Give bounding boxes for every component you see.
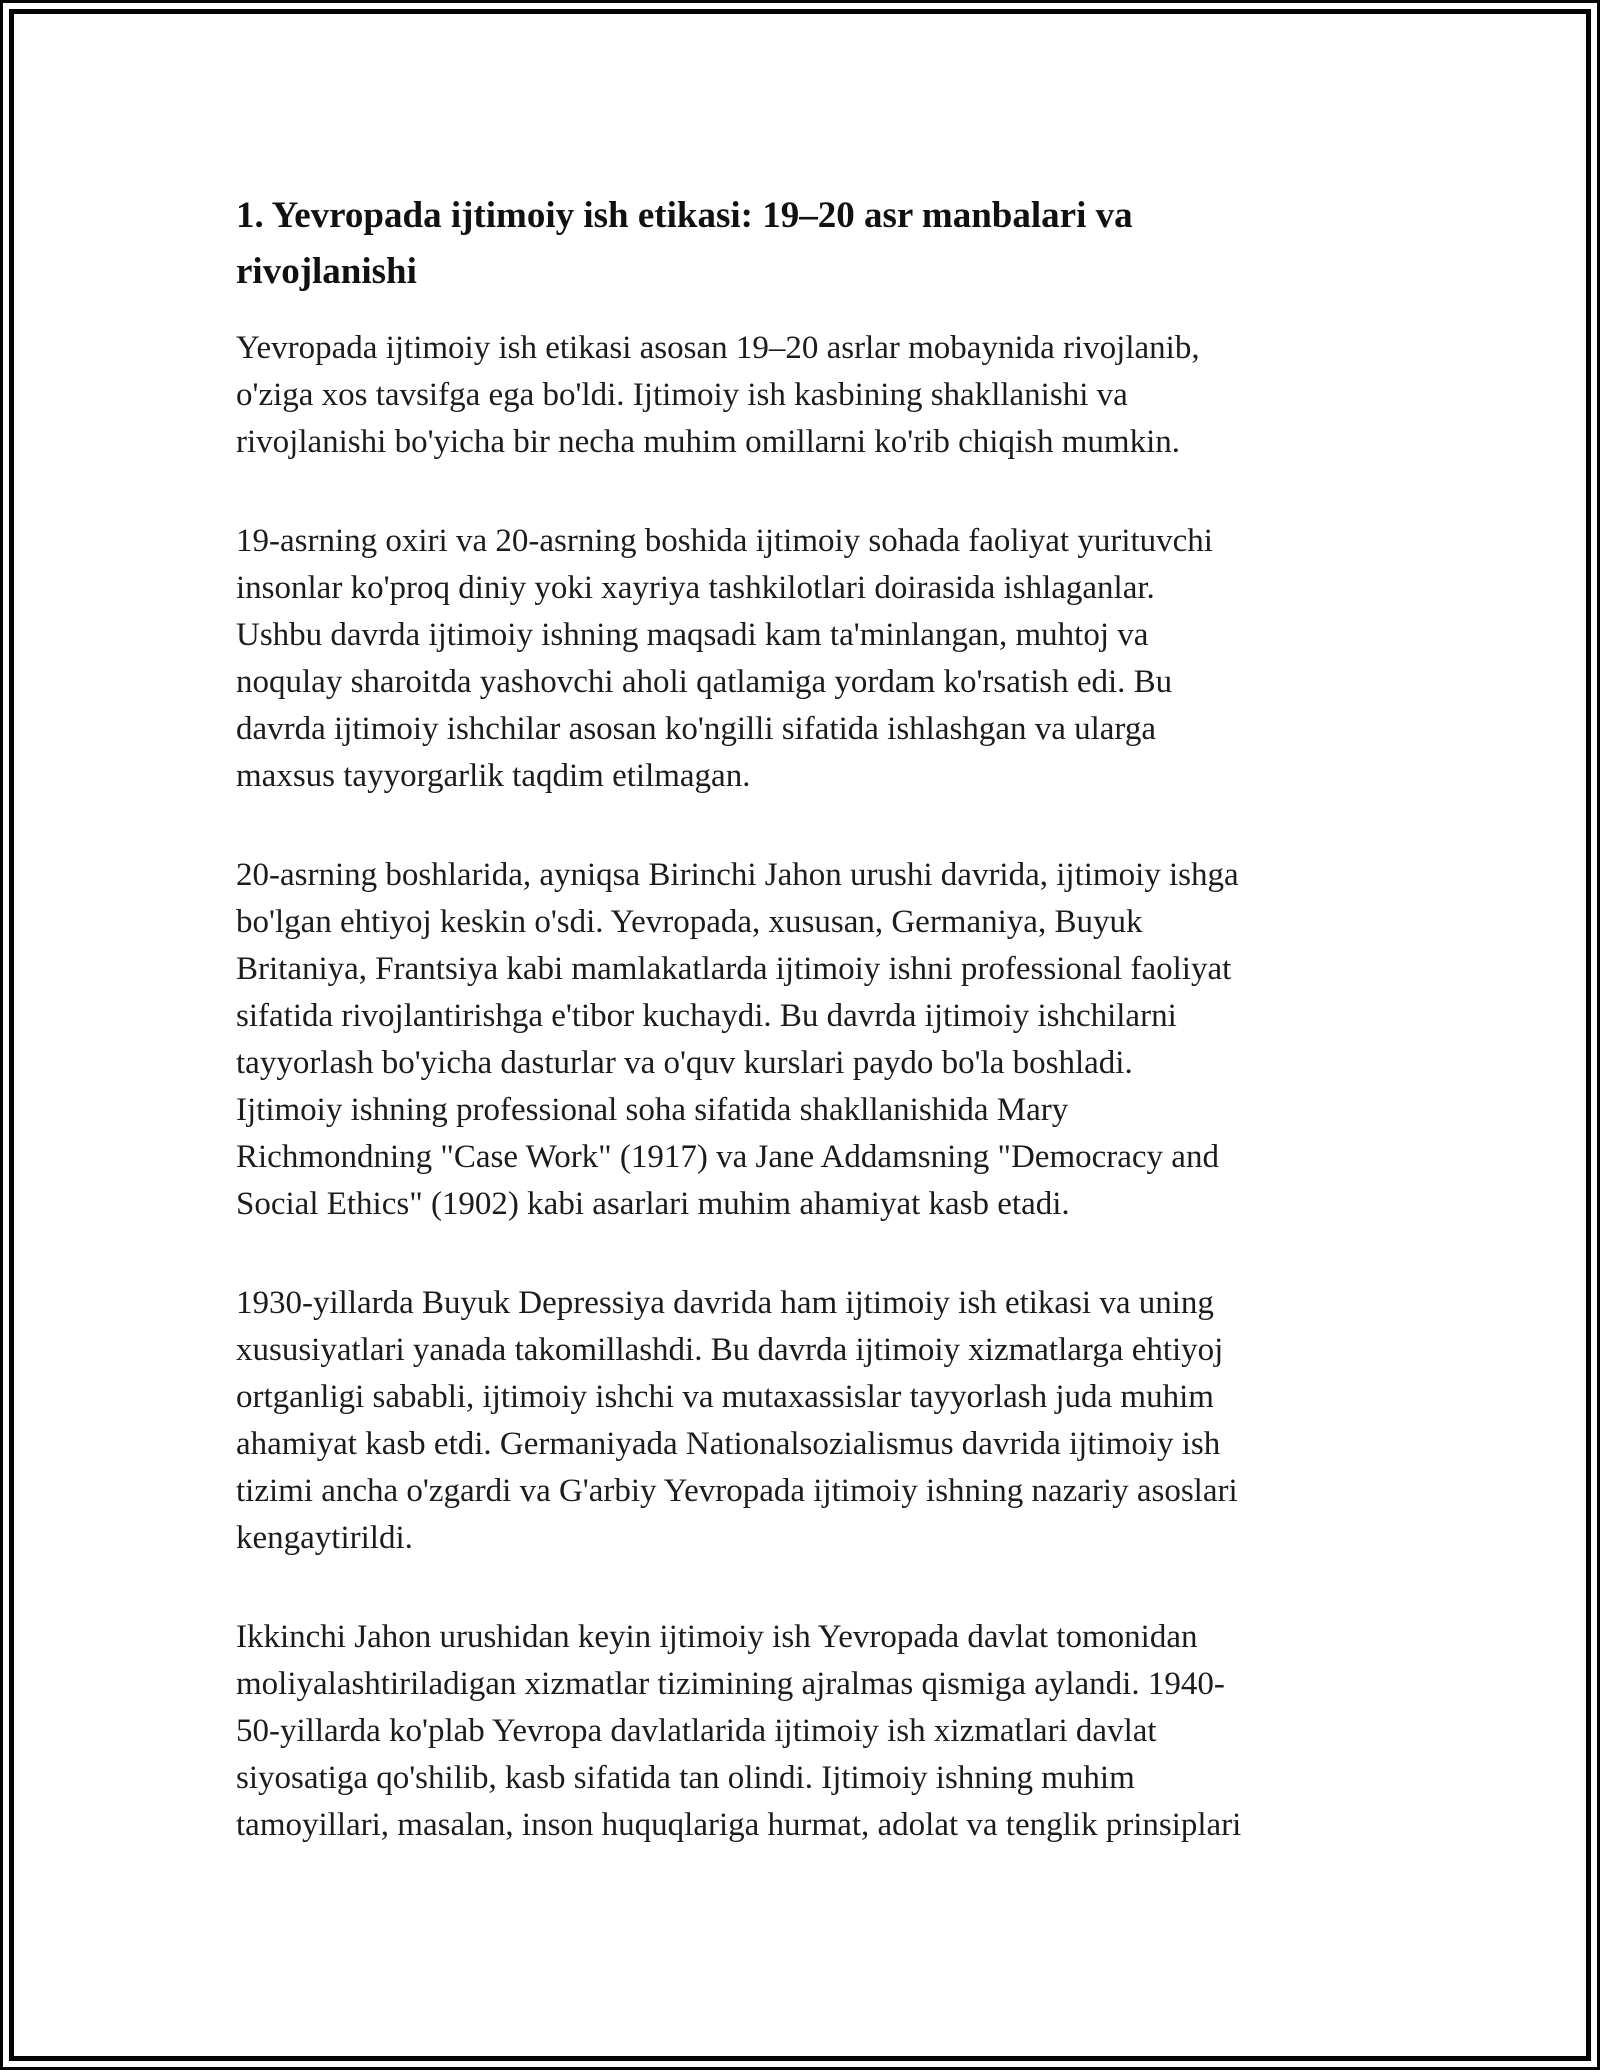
paragraph-1930s: [236, 1280, 1420, 1562]
text-line: maxsus tayyorgarlik taqdim etilmagan.: [236, 758, 751, 794]
document-content: [236, 188, 1420, 1901]
text-line: rivojlanishi bo'yicha bir necha muhim omillarni ko'rib chiqish mumkin.: [236, 424, 1180, 460]
text-line: 50-yillarda ko'plab Yevropa davlatlarida ijtimoiy ish xizmatlari davlat: [236, 1713, 1157, 1749]
heading-line: rivojlanishi: [236, 251, 417, 292]
text-line: Ushbu davrda ijtimoiy ishning maqsadi kam ta'minlangan, muhtoj va: [236, 617, 1149, 653]
text-line: moliyalashtiriladigan xizmatlar tizimining ajralmas qismiga aylandi. 1940-: [236, 1666, 1225, 1702]
paragraph-19th-century: [236, 518, 1420, 800]
text-line: tizimi ancha o'zgardi va G'arbiy Yevropada ijtimoiy ishning nazariy asoslari: [236, 1473, 1238, 1509]
text-line: 19-asrning oxiri va 20-asrning boshida ijtimoiy sohada faoliyat yurituvchi: [236, 523, 1213, 559]
text-line: Social Ethics" (1902) kabi asarlari muhim ahamiyat kasb etadi.: [236, 1186, 1070, 1222]
text-line: sifatida rivojlantirishga e'tibor kuchaydi. Bu davrda ijtimoiy ishchilarni: [236, 998, 1177, 1034]
text-line: ortganligi sababli, ijtimoiy ishchi va mutaxassislar tayyorlash juda muhim: [236, 1379, 1214, 1415]
text-line: insonlar ko'proq diniy yoki xayriya tashkilotlari doirasida ishlaganlar.: [236, 570, 1155, 606]
paragraph-20th-century: [236, 852, 1420, 1228]
text-line: Yevropada ijtimoiy ish etikasi asosan 19–20 asrlar mobaynida rivojlanib,: [236, 330, 1200, 366]
text-line: Richmondning "Case Work" (1917) va Jane Addamsning "Democracy and: [236, 1139, 1219, 1175]
text-line: 1930-yillarda Buyuk Depressiya davrida ham ijtimoiy ish etikasi va uning: [236, 1285, 1214, 1321]
text-line: noqulay sharoitda yashovchi aholi qatlamiga yordam ko'rsatish edi. Bu: [236, 664, 1173, 700]
text-line: 20-asrning boshlarida, ayniqsa Birinchi Jahon urushi davrida, ijtimoiy ishga: [236, 857, 1239, 893]
text-line: xususiyatlari yanada takomillashdi. Bu davrda ijtimoiy xizmatlarga ehtiyoj: [236, 1332, 1224, 1368]
text-line: davrda ijtimoiy ishchilar asosan ko'ngilli sifatida ishlashgan va ularga: [236, 711, 1156, 747]
text-line: tayyorlash bo'yicha dasturlar va o'quv kurslari paydo bo'la boshladi.: [236, 1045, 1133, 1081]
heading-line: 1. Yevropada ijtimoiy ish etikasi: 19–20 asr manbalari va: [236, 195, 1133, 236]
text-line: kengaytirildi.: [236, 1520, 413, 1556]
paragraph-intro: [236, 325, 1420, 466]
text-line: siyosatiga qo'shilib, kasb sifatida tan olindi. Ijtimoiy ishning muhim: [236, 1760, 1135, 1796]
text-line: Ikkinchi Jahon urushidan keyin ijtimoiy ish Yevropada davlat tomonidan: [236, 1619, 1198, 1655]
text-line: o'ziga xos tavsifga ega bo'ldi. Ijtimoiy ish kasbining shakllanishi va: [236, 377, 1128, 413]
text-line: Britaniya, Frantsiya kabi mamlakatlarda ijtimoiy ishni professional faoliyat: [236, 951, 1232, 987]
paragraph-postwar: [236, 1614, 1420, 1849]
document-heading: [236, 188, 1420, 300]
text-line: Ijtimoiy ishning professional soha sifatida shakllanishida Mary: [236, 1092, 1069, 1128]
text-line: ahamiyat kasb etdi. Germaniyada Nationalsozialismus davrida ijtimoiy ish: [236, 1426, 1221, 1462]
text-line: tamoyillari, masalan, inson huquqlariga hurmat, adolat va tenglik prinsiplari: [236, 1807, 1242, 1843]
text-line: bo'lgan ehtiyoj keskin o'sdi. Yevropada, xususan, Germaniya, Buyuk: [236, 904, 1143, 940]
